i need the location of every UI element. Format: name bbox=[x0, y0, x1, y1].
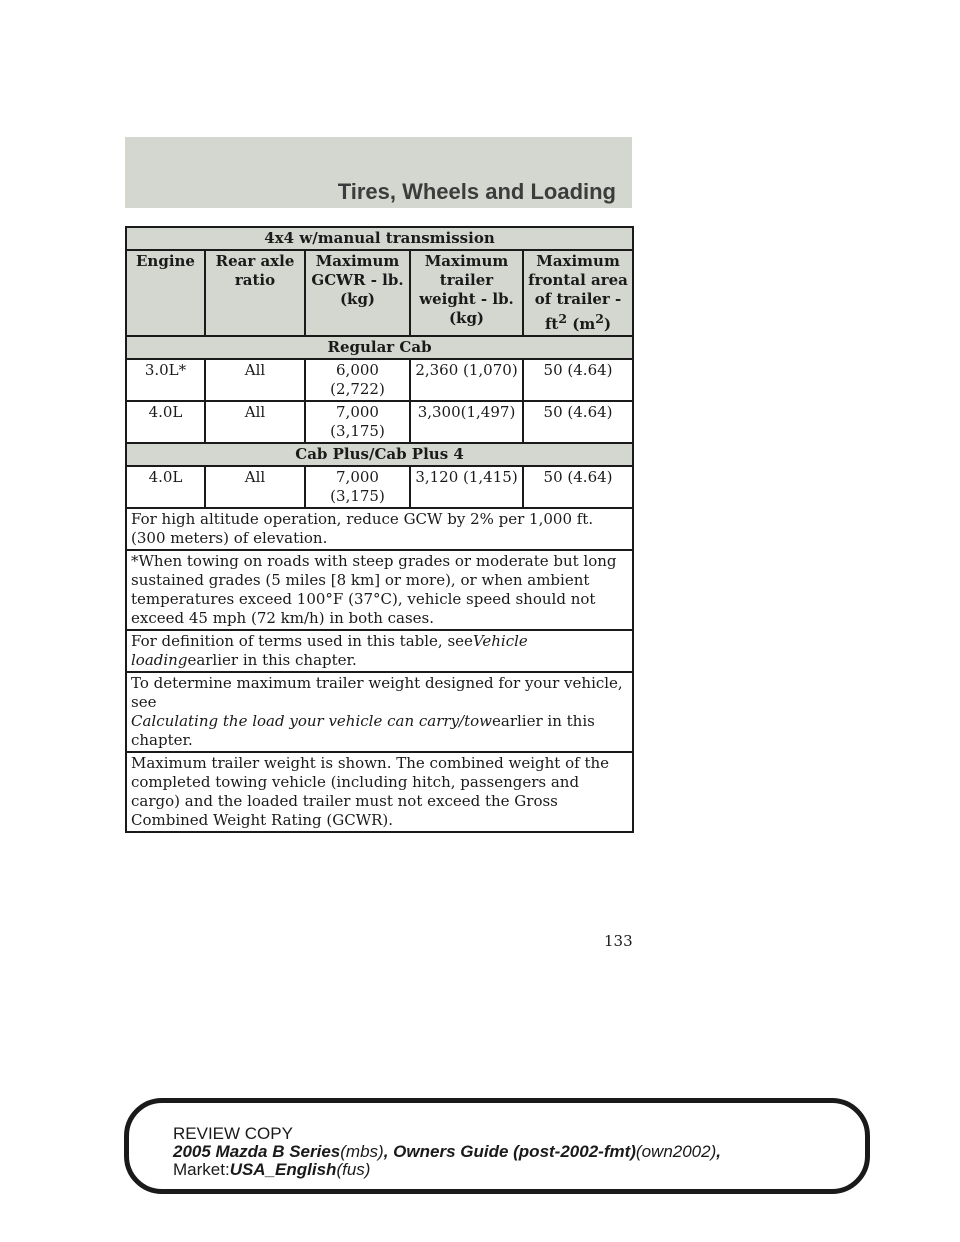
cell-axle: All bbox=[205, 466, 305, 508]
footer-guide: , Owners Guide (post-2002-fmt) bbox=[383, 1142, 636, 1161]
cell-axle: All bbox=[205, 401, 305, 443]
footer-market-label: Market: bbox=[173, 1160, 230, 1179]
page-number: 133 bbox=[604, 932, 633, 950]
section-title: Tires, Wheels and Loading bbox=[337, 179, 616, 204]
footer-comma: , bbox=[716, 1142, 721, 1161]
table-row bbox=[126, 401, 633, 443]
note-definition-tail: earlier in this chapter. bbox=[187, 651, 357, 669]
note-steep-grades: *When towing on roads with steep grades or moderate but long sustained grades (5 miles [8 km] or more), or when ambient temperatures exceed 100°F (37°C), vehicle speed should not exceed 45 mph (72 km/h) in both cases. bbox=[126, 550, 633, 630]
footer-market-line bbox=[173, 1161, 721, 1179]
header-band bbox=[125, 137, 632, 208]
frontal-sup: 2 bbox=[558, 311, 568, 326]
towing-table bbox=[125, 226, 634, 833]
review-copy-label: REVIEW COPY bbox=[173, 1124, 293, 1143]
review-copy-box bbox=[124, 1098, 870, 1194]
cell-trailer: 3,120 (1,415) bbox=[410, 466, 523, 508]
footer-market-code: (fus) bbox=[336, 1160, 371, 1179]
frontal-unit-open: (m bbox=[567, 315, 596, 333]
cell-engine: 4.0L bbox=[126, 466, 205, 508]
frontal-unit-close: ) bbox=[603, 315, 612, 333]
note-definition bbox=[126, 630, 633, 672]
cell-engine: 3.0L* bbox=[126, 359, 205, 401]
calculating-load-ref: Calculating the load your vehicle can carry/tow bbox=[131, 712, 492, 730]
cell-gcwr: 7,000 (3,175) bbox=[305, 466, 410, 508]
vehicle-loading-ref: Vehicle loading bbox=[131, 632, 528, 669]
cell-gcwr: 6,000 (2,722) bbox=[305, 359, 410, 401]
section-regular-cab: Regular Cab bbox=[126, 336, 633, 359]
footer-market: USA_English bbox=[229, 1160, 337, 1179]
note-determine-weight bbox=[126, 672, 633, 752]
section-cab-plus: Cab Plus/Cab Plus 4 bbox=[126, 443, 633, 466]
cell-axle: All bbox=[205, 359, 305, 401]
col-header-gcwr: Maximum GCWR - lb. (kg) bbox=[305, 250, 410, 336]
note-determine-text: To determine maximum trailer weight designed for your vehicle, see bbox=[131, 674, 623, 711]
cell-frontal: 50 (4.64) bbox=[523, 466, 633, 508]
table-row bbox=[126, 359, 633, 401]
footer-model-line bbox=[173, 1143, 721, 1161]
footer-guide-code: (own2002) bbox=[635, 1142, 717, 1161]
cell-frontal: 50 (4.64) bbox=[523, 401, 633, 443]
cell-frontal: 50 (4.64) bbox=[523, 359, 633, 401]
cell-gcwr: 7,000 (3,175) bbox=[305, 401, 410, 443]
table-title: 4x4 w/manual transmission bbox=[126, 227, 633, 250]
col-header-trailer: Maximum trailer weight - lb. (kg) bbox=[410, 250, 523, 336]
frontal-unit-sup: 2 bbox=[595, 311, 604, 326]
note-max-weight: Maximum trailer weight is shown. The combined weight of the completed towing vehicle (including hitch, passengers and cargo) and the loaded trailer must not exceed the Gross Combined Weight Rating (GCWR). bbox=[126, 752, 633, 832]
cell-engine: 4.0L bbox=[126, 401, 205, 443]
note-altitude: For high altitude operation, reduce GCW by 2% per 1,000 ft. (300 meters) of elevation. bbox=[126, 508, 633, 550]
note-determine-tail: earlier in this chapter. bbox=[131, 712, 595, 749]
frontal-main: Maximum frontal area of trailer - ft bbox=[528, 252, 628, 333]
note-definition-text: For definition of terms used in this table, see bbox=[131, 632, 473, 650]
col-header-frontal bbox=[523, 250, 633, 336]
cell-trailer: 3,300(1,497) bbox=[410, 401, 523, 443]
col-header-engine: Engine bbox=[126, 250, 205, 336]
review-copy-text bbox=[173, 1125, 721, 1179]
col-header-axle: Rear axle ratio bbox=[205, 250, 305, 336]
footer-model-code: (mbs) bbox=[340, 1142, 384, 1161]
footer-model: 2005 Mazda B Series bbox=[173, 1142, 341, 1161]
table-row bbox=[126, 466, 633, 508]
cell-trailer: 2,360 (1,070) bbox=[410, 359, 523, 401]
